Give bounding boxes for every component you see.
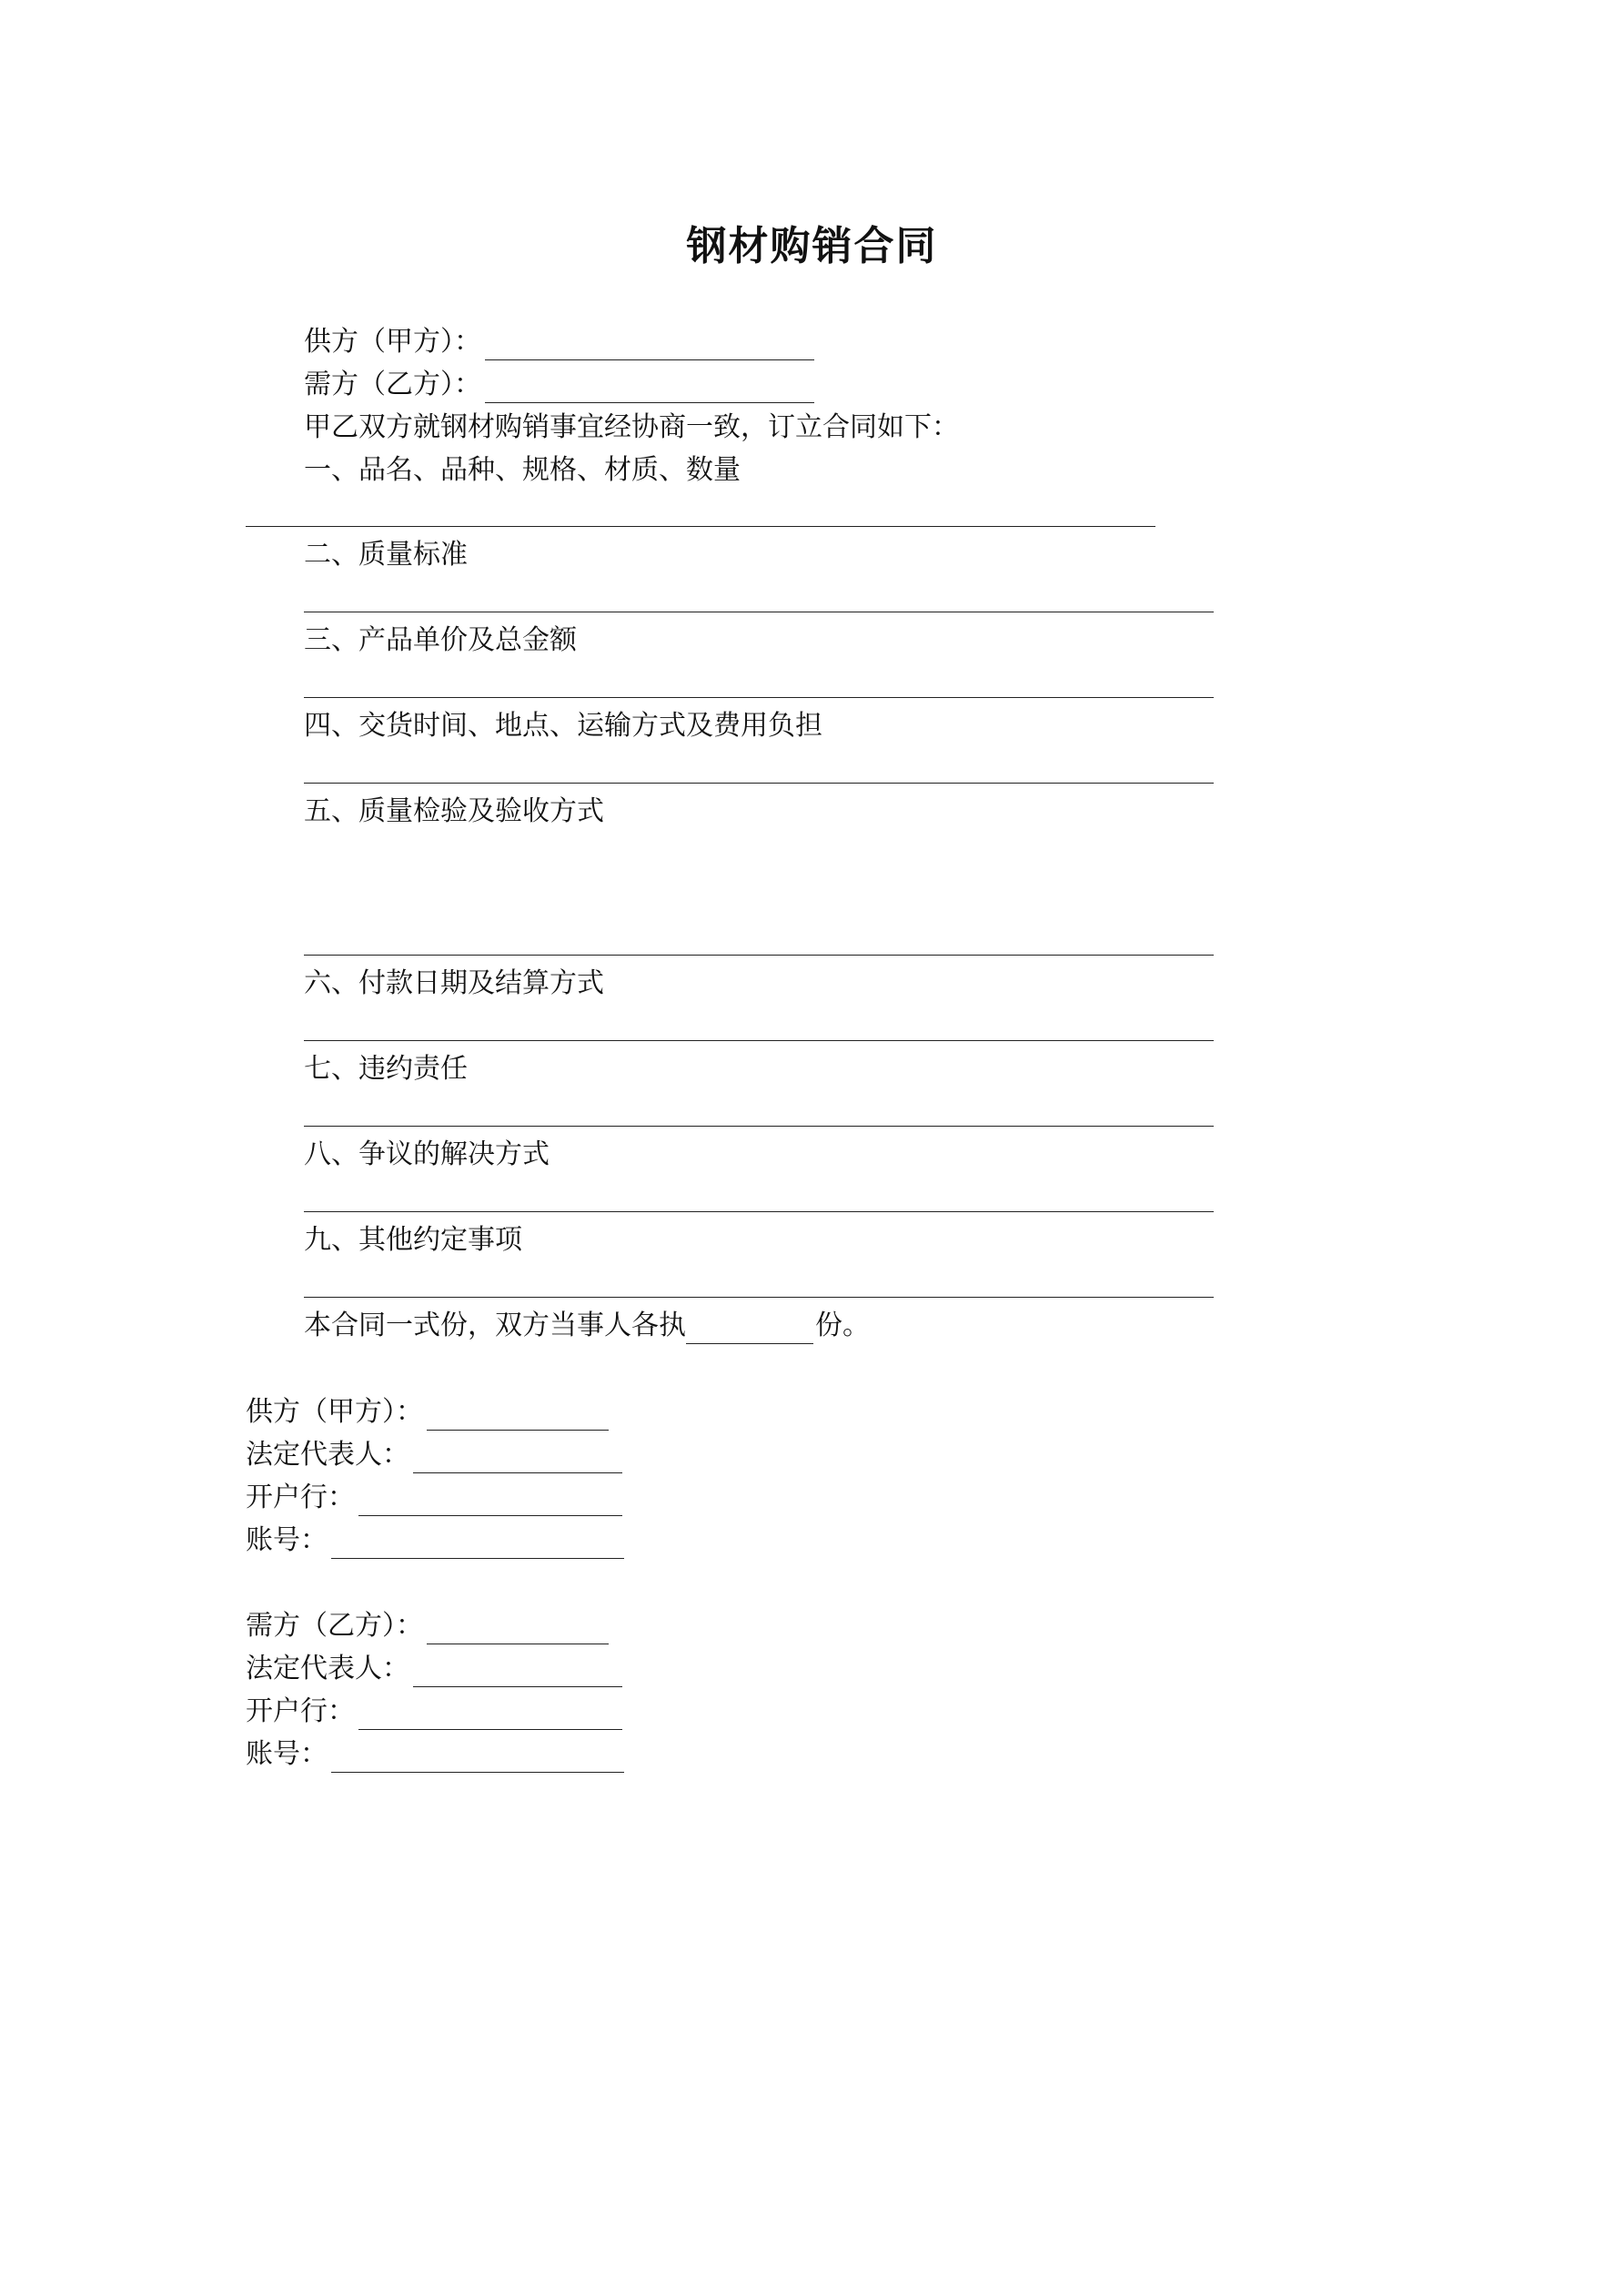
supplier-party-line [246,1394,609,1431]
clause-8-blank[interactable] [304,1211,1214,1212]
buyer-representative-label: 法定代表人： [246,1653,409,1684]
supplier-bank-line [246,1480,622,1516]
clause-2: 二、质量标准 [304,539,468,571]
intro-text: 甲乙双方就钢材购销事宜经协商一致，订立合同如下： [304,411,959,443]
clause-7: 七、违约责任 [304,1053,468,1085]
clause-6-blank[interactable] [304,1040,1214,1041]
buyer-account-label: 账号： [246,1738,328,1770]
supplier-representative-blank[interactable] [413,1445,622,1473]
clause-4-blank[interactable] [304,783,1214,784]
copies-text-before: 本合同一式份，双方当事人各执 [304,1310,686,1341]
supplier-bank-label: 开户行： [246,1482,355,1513]
clause-3-blank[interactable] [304,697,1214,698]
supplier-party-label: 供方（甲方）： [246,1396,423,1428]
buyer-label: 需方（乙方）： [304,369,481,400]
buyer-bank-blank[interactable] [358,1702,622,1730]
clause-3: 三、产品单价及总金额 [304,624,577,656]
document-title: 钢材购销合同 [686,223,938,269]
copies-line [304,1308,870,1344]
clause-6: 六、付款日期及结算方式 [304,967,604,999]
supplier-account-blank[interactable] [331,1531,624,1559]
buyer-party-line [246,1608,609,1644]
buyer-line [304,367,814,403]
supplier-blank[interactable] [485,332,814,360]
buyer-account-line [246,1736,624,1773]
supplier-line [304,324,814,360]
supplier-account-label: 账号： [246,1524,328,1556]
supplier-representative-line [246,1437,622,1473]
buyer-party-label: 需方（乙方）： [246,1610,423,1642]
supplier-account-line [246,1522,624,1559]
copies-text-after: 份。 [815,1310,870,1341]
copies-blank[interactable] [686,1316,813,1344]
clause-8: 八、争议的解决方式 [304,1138,550,1170]
clause-5: 五、质量检验及验收方式 [304,795,604,827]
buyer-blank[interactable] [485,375,814,403]
clause-1-blank[interactable] [246,526,1155,527]
clause-9-blank[interactable] [304,1297,1214,1298]
clause-4: 四、交货时间、地点、运输方式及费用负担 [304,710,822,742]
supplier-representative-label: 法定代表人： [246,1439,409,1471]
buyer-party-blank[interactable] [427,1616,609,1644]
buyer-account-blank[interactable] [331,1745,624,1773]
clause-7-blank[interactable] [304,1126,1214,1127]
buyer-bank-line [246,1694,622,1730]
buyer-bank-label: 开户行： [246,1695,355,1727]
buyer-representative-blank[interactable] [413,1659,622,1687]
supplier-label: 供方（甲方）： [304,326,481,358]
supplier-party-blank[interactable] [427,1402,609,1431]
clause-9: 九、其他约定事项 [304,1224,522,1256]
supplier-bank-blank[interactable] [358,1488,622,1516]
clause-1: 一、品名、品种、规格、材质、数量 [304,454,741,486]
buyer-representative-line [246,1651,622,1687]
clause-5-blank[interactable] [304,955,1214,956]
